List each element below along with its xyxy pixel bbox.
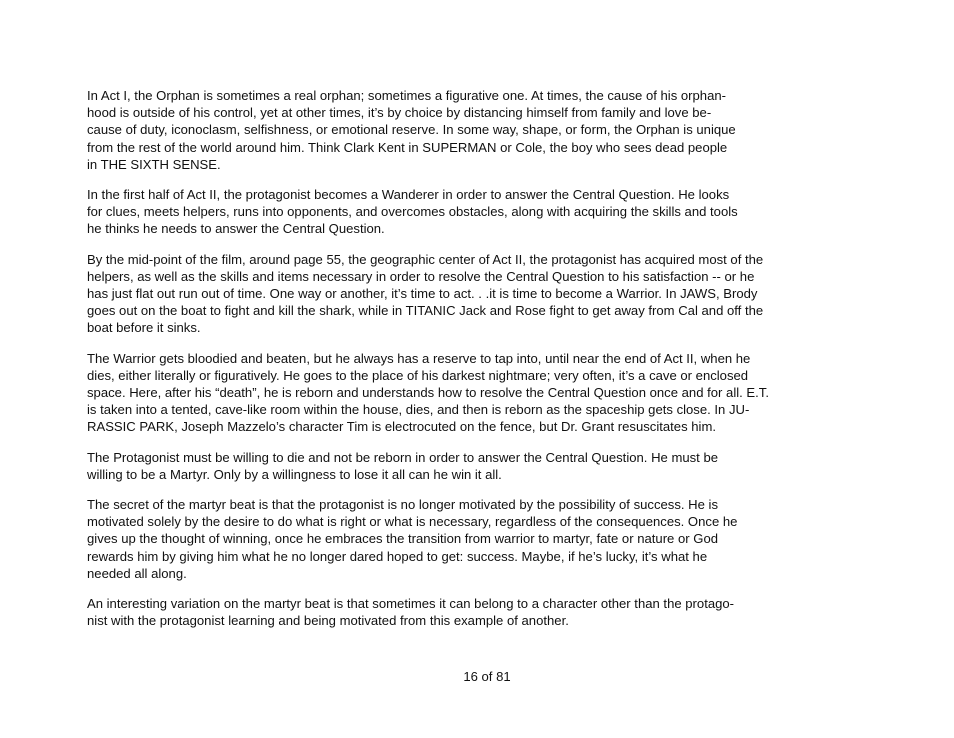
text-line: space. Here, after his “death”, he is reborn and understands how to resolve the Central Question once and for all. E.T. [87,385,769,401]
text-line: An interesting variation on the martyr beat is that sometimes it can belong to a character other than the protago- [87,596,735,612]
paragraph-midpoint-warrior [87,251,857,337]
paragraph-martyr-variation [87,595,857,629]
text-line: for clues, meets helpers, runs into opponents, and overcomes obstacles, along with acquiring the skills and tools [87,204,738,220]
text-line: rewards him by giving him what he no longer dared hoped to get: success. Maybe, if he’s lucky, it’s what he [87,548,708,564]
text-line: gives up the thought of winning, once he embraces the transition from warrior to martyr, fate or nature or God [87,531,719,547]
page-number: 16 of 81 [463,669,511,684]
document-body [87,87,857,642]
text-line: cause of duty, iconoclasm, selfishness, or emotional reserve. In some way, shape, or form, the Orphan is unique [87,122,736,138]
text-line: he thinks he needs to answer the Central Question. [87,221,385,237]
text-line: is taken into a tented, cave-like room within the house, dies, and then is reborn as the spaceship gets close. In JU- [87,402,750,418]
text-line: has just flat out run out of time. One way or another, it’s time to act. . .it is time to become a Warrior. In JAWS, Brody [87,286,758,302]
paragraph-act-two-wanderer [87,186,857,238]
text-line: nist with the protagonist learning and being motivated from this example of another. [87,613,569,629]
paragraph-act-one-orphan [87,87,857,173]
text-line: in THE SIXTH SENSE. [87,156,221,172]
text-line: willing to be a Martyr. Only by a willingness to lose it all can he win it all. [87,466,502,482]
text-line: needed all along. [87,565,187,581]
text-line: In Act I, the Orphan is sometimes a real orphan; sometimes a figurative one. At times, the cause of his orphan- [87,88,727,103]
paragraph-martyr-secret [87,496,857,582]
text-line: The secret of the martyr beat is that the protagonist is no longer motivated by the possibility of success. He is [87,497,718,513]
text-line: motivated solely by the desire to do what is right or what is necessary, regardless of the consequences. Once he [87,514,738,530]
text-line: The Protagonist must be willing to die and not be reborn in order to answer the Central Question. He must be [87,449,719,465]
text-line: boat before it sinks. [87,320,201,336]
text-line: dies, either literally or figuratively. He goes to the place of his darkest nightmare; very often, it’s a cave or enclosed [87,367,749,383]
text-line: The Warrior gets bloodied and beaten, but he always has a reserve to tap into, until near the end of Act II, when he [87,350,751,366]
text-line: helpers, as well as the skills and items necessary in order to resolve the Central Question to his satisfaction -- or he [87,268,755,284]
text-line: hood is outside of his control, yet at other times, it’s by choice by distancing himself from family and love be- [87,105,712,121]
text-line: goes out on the boat to fight and kill the shark, while in TITANIC Jack and Rose fight to get away from Cal and off the [87,303,764,319]
text-line: In the first half of Act II, the protagonist becomes a Wanderer in order to answer the Central Question. He looks [87,187,730,203]
paragraph-martyr [87,449,857,483]
text-line: By the mid-point of the film, around page 55, the geographic center of Act II, the protagonist has acquired most of the [87,251,764,267]
paragraph-warrior-death [87,350,857,436]
text-line: RASSIC PARK, Joseph Mazzelo’s character Tim is electrocuted on the fence, but Dr. Grant resuscitates him. [87,419,717,435]
text-line: from the rest of the world around him. Think Clark Kent in SUPERMAN or Cole, the boy who sees dead people [87,139,728,155]
